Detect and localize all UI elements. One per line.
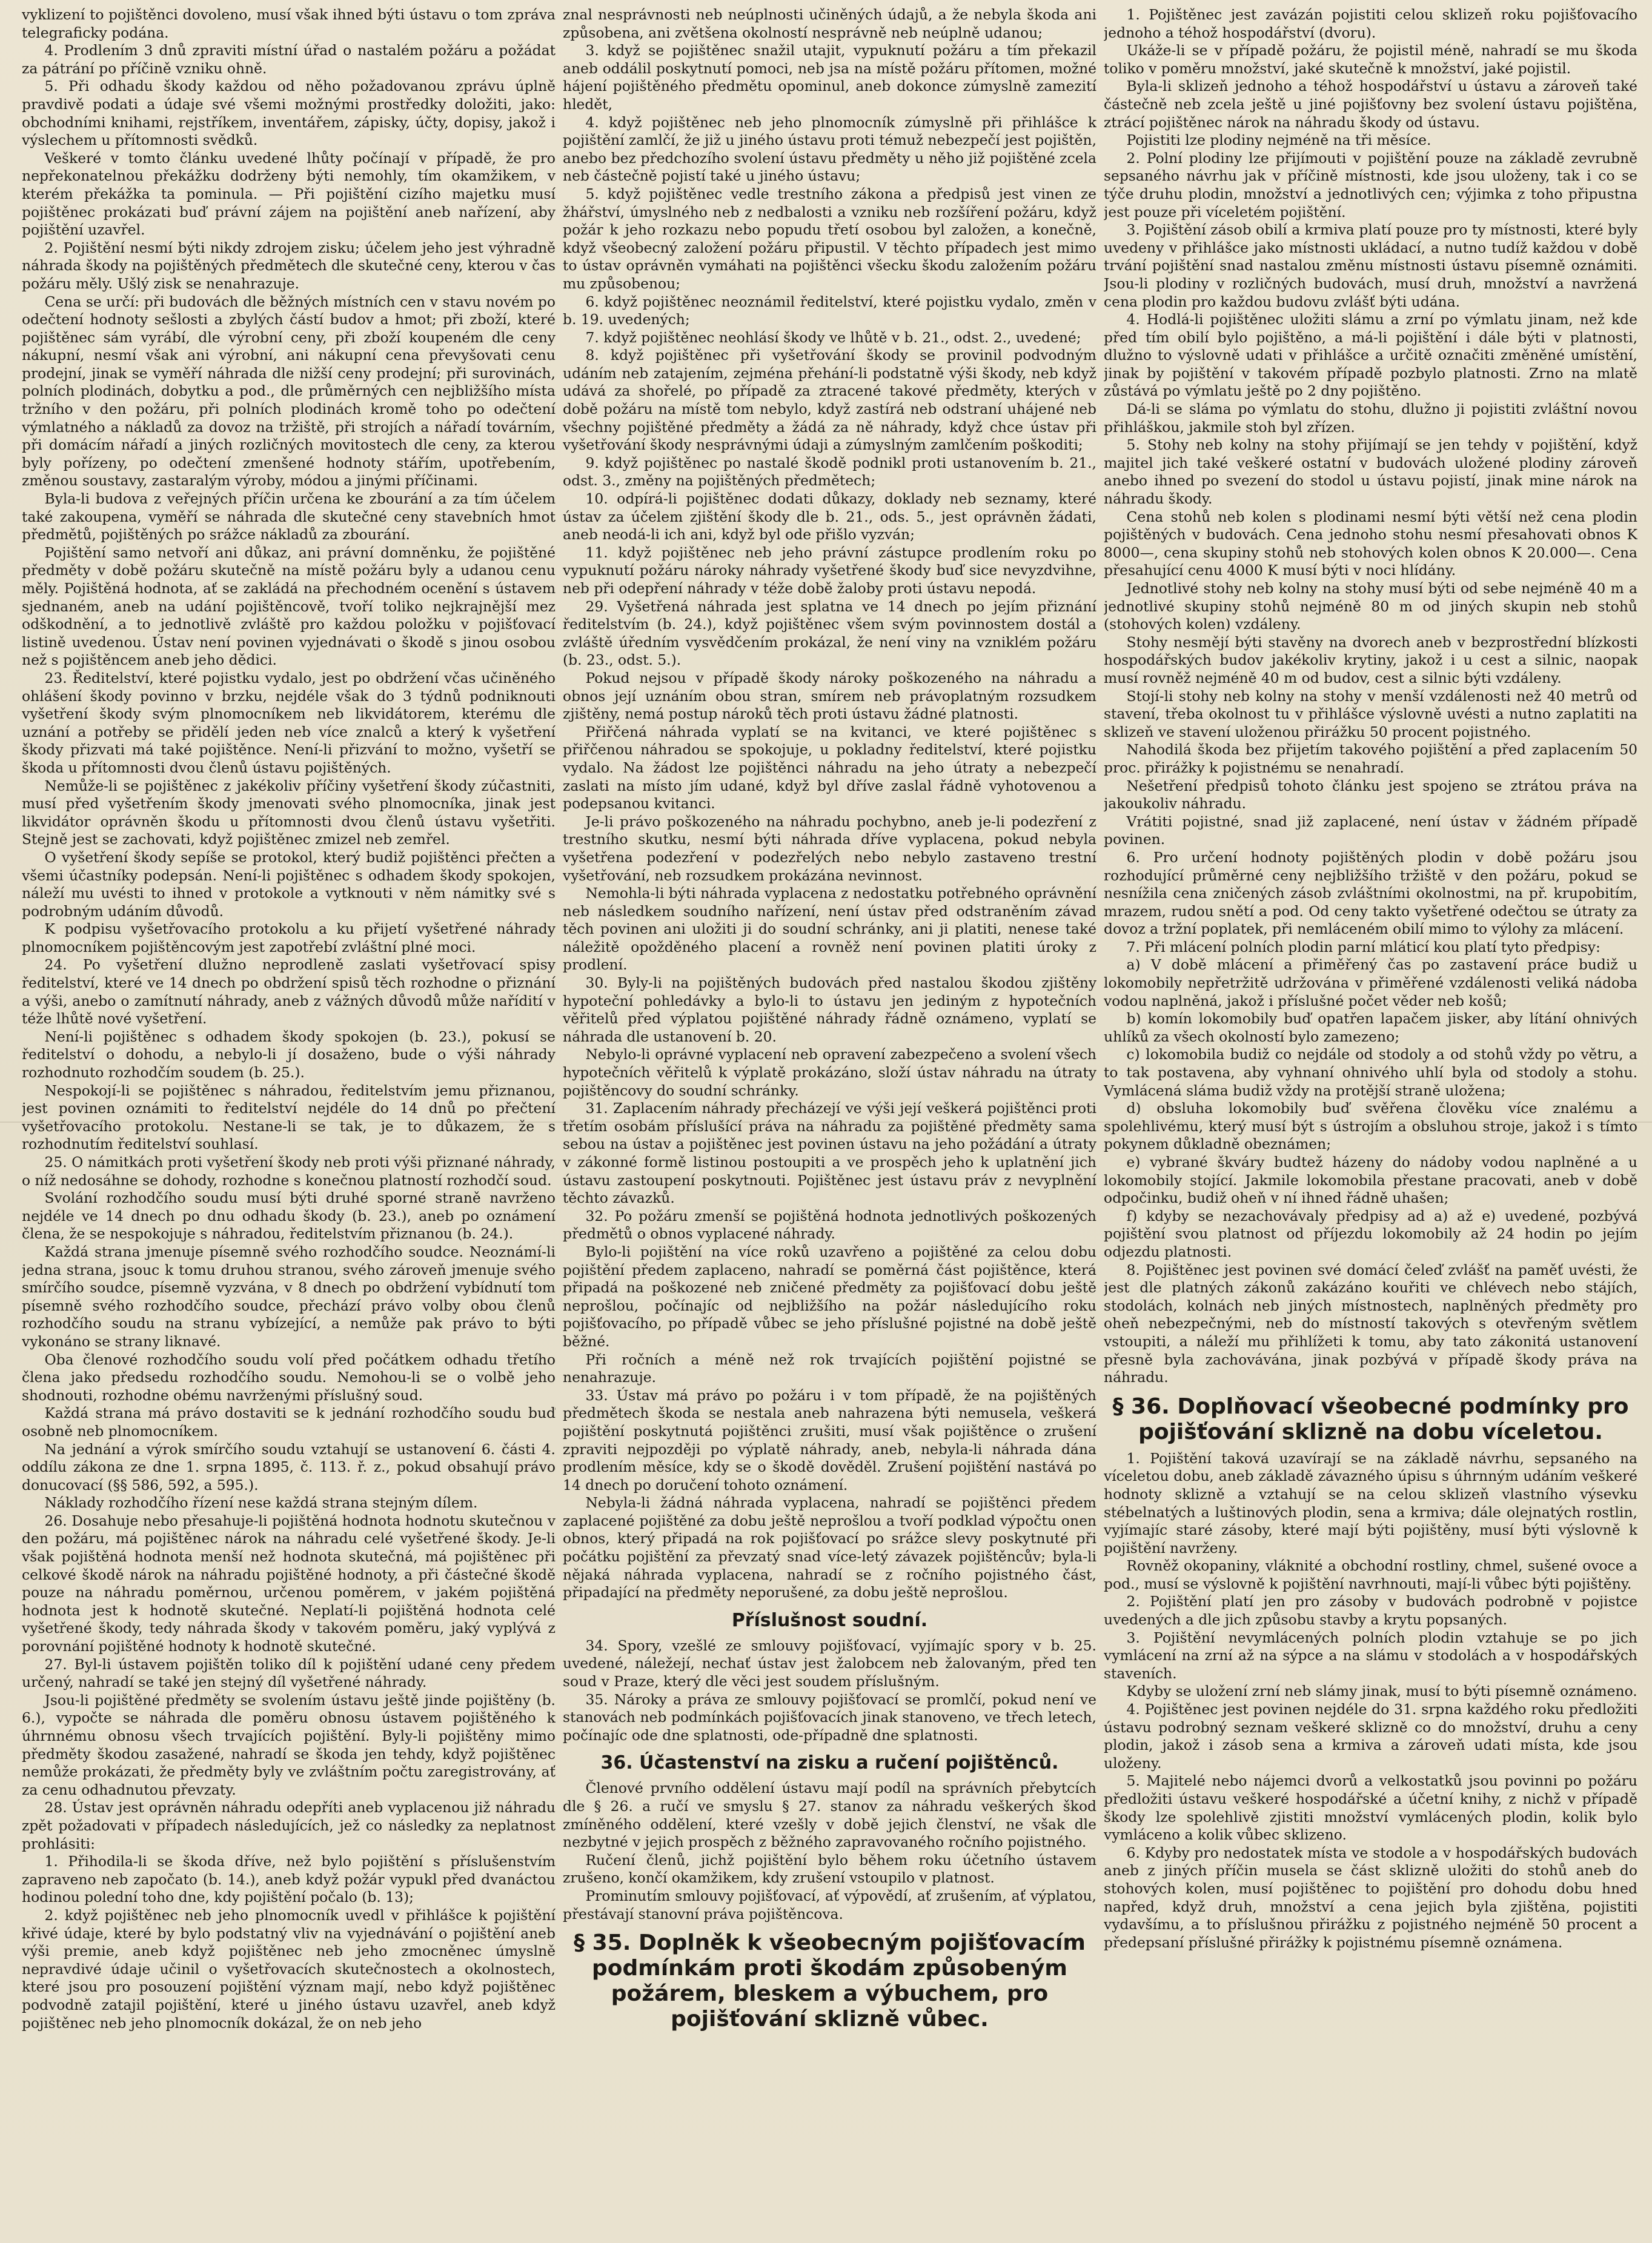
- paragraph: e) vybrané škváry budtež házeny do nádoby vodou naplněné a u lokomobily stojící. Jakmile lokomobila přestane pracovati, aneb v době odpočinku, budiž oheň v ní ihned řádně uhašen;: [1104, 1154, 1637, 1207]
- paragraph: b) komín lokomobily buď opatřen lapačem jisker, aby lítání ohnivých uhlíků za všech okolností bylo zamezeno;: [1104, 1010, 1637, 1045]
- paragraph: Pokud nejsou v případě škody nároky poškozeného na náhradu a obnos její uznáním obou stran, smírem neb právoplatným rozsudkem zjištěny, nemá postup nároků těch proti ústavu žádné platnosti.: [563, 669, 1096, 723]
- paragraph: 33. Ústav má právo po požáru i v tom případě, že na pojištěných předmětech škoda se nestala aneb nahrazena býti nemusela, veškerá pojištění poskytnutá pojištěnci zrušiti, musí však pojištěnce o zrušení zpraviti nejpozději po výplatě náhrady, aneb, nebyla-li náhrada dána prodlením měsíce, kdy se o škodě dověděl. Zrušení pojištění nastává po 14 dnech po doručení tohoto oznámení.: [563, 1386, 1096, 1494]
- paragraph: 6. Pro určení hodnoty pojištěných plodin v době požáru jsou rozhodující průměrné ceny nejbližšího tržiště v den požáru, pokud se nesnížila cena zničených zásob zvláštními okolnostmi, na př. krupobitím, mrazem, rudou snětí a pod. Od ceny takto vyšetřené odečtou se útraty za dovoz a tržní poplatek, při nemláceném obilí mimo to výlohy za mlácení.: [1104, 848, 1637, 938]
- paragraph: 35. Nároky a práva ze smlouvy pojišťovací se promlčí, pokud není ve stanovách neb podmínkách pojišťovacích jinak stanoveno, ve třech letech, počínajíc ode dne splatnosti, ode-případně dne splatnosti.: [563, 1690, 1096, 1744]
- paragraph: 7. Při mlácení polních plodin parní mláticí kou platí tyto předpisy:: [1126, 938, 1601, 955]
- paragraph: Nemohla-li býti náhrada vyplacena z nedostatku potřebného oprávnění neb následkem soudního nařízení, není ústav před odstraněním závad těch povinen ani uložiti ji do soudní schránky, ani ji platiti, nenese také náležitě opožděného placení a rovněž není povinen platiti úroky z prodlení.: [563, 885, 1096, 974]
- paragraph: 34. Spory, vzešlé ze smlouvy pojišťovací, vyjímajíc spory v b. 25. uvedené, náležejí, nechať ústav jest žalobcem neb žalovaným, před ten soud v Praze, který dle věci jest soudem příslušným.: [563, 1637, 1096, 1690]
- paragraph: 4. Prodlením 3 dnů zpraviti místní úřad o nastalém požáru a požádat za pátrání po příčině vzniku ohně.: [22, 42, 556, 77]
- paragraph: Cena se určí: při budovách dle běžných místních cen v stavu novém po odečtení hodnoty sešlosti a zbylých částí budov a hmot; při zboží, které pojištěnec sám vyrábí, dle výrobní ceny, při zboží koupeném dle ceny nákupní, nesmí však ani výrobní, ani nákupní cena převyšovati cenu prodejní, jinak se vyměří náhrada dle nižší ceny prodejní; při surovinách, polních plodinách, dobytku a pod., dle průměrných cen nejbližšího místa tržního v den požáru, při polních plodinách kromě toho po odečtení výmlatného a nákladů za dovoz na tržiště, při strojích a nářadí továrním, při domácím nářadí a jiných rozličných movitostech dle ceny, za kterou byly pořízeny, po odečtení zmenšené hodnoty stářím, upotřebením, změnou soustavy, zastaralým výroby, módou a jinými příčinami.: [22, 293, 556, 490]
- paragraph: 11. když pojištěnec neb jeho právní zástupce prodlením roku po vypuknutí požáru nároky náhrady vyšetřené škody buď sice nevyzdvihne, neb při odepření náhrady v téže době žaloby proti ústavu nepodá.: [563, 543, 1096, 597]
- paragraph: Veškeré v tomto článku uvedené lhůty počínají v případě, že pro nepřekonatelnou překážku dodrženy býti nemohly, tím okamžikem, v kterém překážka ta pominula. — Při pojištění cizího majetku musí pojištěnec prokázati buď právní zájem na pojištění aneb nařízení, aby pojištění uzavřel.: [22, 149, 556, 239]
- paragraph: 29. Vyšetřená náhrada jest splatna ve 14 dnech po jejím přiznání ředitelstvím (b. 24.), když pojištěnec všem svým povinnostem dostál a zvláště úředním vysvědčením prokázal, že není viny na vzniklém požáru (b. 23., odst. 5.).: [563, 597, 1096, 669]
- paragraph: 28. Ústav jest oprávněn náhradu odepříti aneb vyplacenou již náhradu zpět požadovati v případech následujících, jež co následky za neplatnost prohlásiti:: [22, 1799, 556, 1852]
- paragraph: vyklizení to pojištěnci dovoleno, musí však ihned býti ústavu o tom zpráva telegraficky podána.: [22, 6, 556, 41]
- paragraph: 5. když pojištěnec vedle trestního zákona a předpisů jest vinen ze žhářství, úmyslného neb z nedbalosti a vzniku neb rozšíření požáru, když požár k jeho rozkazu nebo popudu třetí osobou byl založen, a konečně, když všeobecný založení požáru připustil. V těchto případech jest mimo to ústav oprávněn vymáhati na pojištěnci všecku škodu založením požáru mu způsobenou;: [563, 185, 1096, 292]
- paragraph: Nebylo-li oprávné vyplacení neb opravení zabezpečeno a svolení všech hypotečních věřitelů k výplatě prokázáno, složí ústav náhradu na útraty pojištěncovy do soudní schránky.: [563, 1046, 1096, 1099]
- paragraph: 1. Pojištění taková uzavírají se na základě návrhu, sepsaného na víceletou dobu, aneb základě závazného úpisu s úhrnným udáním veškeré hodnoty sklizně a vztahují se na celou sklizeň vlastního výsevku stébelnatých a luštinových plodin, sena a krmiva; dále olejnatých rostlin, vyjímajíc staré zásoby, které mají býti pojištěny, musí býti výslovně k pojištění navrženy.: [1104, 1449, 1637, 1557]
- paragraph: Každá strana má právo dostaviti se k jednání rozhodčího soudu buď osobně neb plnomocníkem.: [22, 1404, 556, 1440]
- paragraph: 23. Ředitelství, které pojistku vydalo, jest po obdržení včas učiněného ohlášení škody povinno v brzku, nejdéle však do 3 týdnů podniknouti vyšetření škody svým plnomocníkem neb likvidátorem, kterému dle uznání a potřeby se přidělí jeden neb více znalců a který k vyšetření škody přizvati má také pojištěnce. Není-li přizvání to možno, vyšetří se škoda u přítomnosti dvou členů ústavu pojištěných.: [22, 669, 556, 776]
- section-heading: Příslušnost soudní.: [731, 1609, 928, 1631]
- paragraph: 3. když se pojištěnec snažil utajit, vypuknutí požáru a tím překazil aneb oddálil poskytnutí pomoci, neb jsa na místě požáru přítomen, možné hájení pojištěného předmětu opominul, aneb dokonce zúmyslně zamezití hledět,: [563, 42, 1096, 113]
- paragraph: 24. Po vyšetření dlužno neprodleně zaslati vyšetřovací spisy ředitelství, které ve 14 dnech po obdržení spisů těch rozhodne o přiznání a výši, anebo o zamítnutí náhrady, aneb z vážných důvodů může nařídití v téže lhůtě nové vyšetření.: [22, 956, 556, 1028]
- paragraph: 10. odpírá-li pojištěnec dodati důkazy, doklady neb seznamy, které ústav za účelem zjištění škody dle b. 21., ods. 5., jest oprávněn žádati, aneb neodá-li ich ani, když byl ode přišlo vyzván;: [563, 490, 1096, 543]
- column-1: [22, 6, 556, 2224]
- paragraph: Rovněž okopaniny, vláknité a obchodní rostliny, chmel, sušené ovoce a pod., musí se výslovně k pojištění navrhnouti, mají-li vůbec býti pojištěny.: [1104, 1557, 1637, 1592]
- paragraph: Pojistiti lze plodiny nejméně na tři měsíce.: [1126, 131, 1431, 149]
- section-heading: § 36. Doplňovací všeobecné podmínky pro pojišťování sklizně na dobu víceletou.: [1112, 1394, 1629, 1444]
- paragraph: 25. O námitkách proti vyšetření škody neb proti výši přiznané náhrady, o níž nedosáhne se dohody, rozhodne s konečnou platností rozhodčí soud.: [22, 1154, 556, 1189]
- paragraph: 9. když pojištěnec po nastalé škodě podnikl proti ustanovením b. 21., odst. 3., změny na pojištěných předmětech;: [563, 454, 1096, 490]
- paragraph: d) obsluha lokomobily buď svěřena člověku více znalému a spolehlivému, který musí být s ústrojím a obsluhou stroje, jakož i s tímto pokynem důkladně obeznámen;: [1104, 1100, 1637, 1153]
- paragraph: Je-li právo poškozeného na náhradu pochybno, aneb je-li podezření z trestního skutku, nesmí býti náhrada dříve vyplacena, pokud nebyla vyšetřena podezření v podezřelých nebo nebylo zastaveno trestní vyšetřování, neb rozsudkem prokázána nevinnost.: [563, 812, 1096, 884]
- paragraph: 5. Majitelé nebo nájemci dvorů a velkostatků jsou povinni po požáru předložiti ústavu veškeré hospodářské a účetní knihy, z nichž v případě škody lze spolehlivě zjistiti množství vymlácených plodin, kolik bylo vymláceno a kolik vůbec sklizeno.: [1104, 1772, 1637, 1844]
- paragraph: 2. když pojištěnec neb jeho plnomocník uvedl v přihlášce k pojištění křivé údaje, které by bylo podstatný vliv na vyjednávání o pojištění aneb výši premie, aneb když pojištěnec neb jeho zmocněnec úmyslně nepravdivé údaje učinil o vyšetřovacích skutečnostech a okolnostech, které jsou pro posouzení pojištění význam mají, nebo když pojištěnec podvodně zatajil pojištění, které u jiného ústavu uzavřel, aneb když pojištěnec neb jeho plnomocník dokázal, že on neb jeho: [22, 1906, 556, 2032]
- paragraph: znal nesprávnosti neb neúplnosti učiněných údajů, a že nebyla škoda ani způsobena, ani zvětšena okolností nesprávně neb neúplně udanou;: [563, 6, 1096, 41]
- paragraph: Náklady rozhodčího řízení nese každá strana stejným dílem.: [44, 1494, 478, 1512]
- paragraph: 8. Pojištěnec jest povinen své domácí čeleď zvlášť na paměť uvésti, že jest dle platných zákonů zakázáno kouřiti ve chlévech nebo stájích, stodolách, kolnách neb jiných místnostech, naplněných předměty pro oheň nebezpečnými, neb do místností takových s otevřeným světlem vstoupiti, a náleží mu přihlížeti k tomu, aby tato zákonitá ustanovení přesně byla zachovávána, jinak pozbývá v případě škody práva na náhradu.: [1104, 1261, 1637, 1386]
- paragraph: Ručení členů, jichž pojištění bylo během roku účetního ústavem zrušeno, končí okamžikem, kdy zrušení vstoupilo v platnost.: [563, 1851, 1096, 1887]
- paragraph: Každá strana jmenuje písemně svého rozhodčího soudce. Neoznámí-li jedna strana, jsouc k tomu druhou stranou, svého zároveň jmenuje svého smírčího soudce, písemně vyzvána, v 8 dnech po obdržení vybídnutí tom písemně svého rozhodčího soudce, přechází právo volby obou členů rozhodčího soudu na stranu vybízející, a nemůže pak právo to býti vykonáno se strany liknavé.: [22, 1243, 556, 1350]
- paragraph: 1. Přihodila-li se škoda dříve, než bylo pojištění s příslušenstvím zapraveno neb započato (b. 14.), aneb když požár vypukl před dvanáctou hodinou polední toho dne, kdy pojištění počalo (b. 13);: [22, 1853, 556, 1906]
- paragraph: Oba členové rozhodčího soudu volí před počátkem odhadu třetího člena jako předsedu rozhodčího soudu. Nemohou-li se o volbě jeho shodnouti, rozhodne obému navrženými příslušný soud.: [22, 1351, 556, 1404]
- paragraph: Byla-li budova z veřejných příčin určena ke zbourání a za tím účelem také zakoupena, vyměří se náhrada dle skutečné ceny stavebních hmot předmětů, pojištěných po srážce nákladů za zbourání.: [22, 490, 556, 543]
- paragraph: Dá-li se sláma po výmlatu do stohu, dlužno ji pojistiti zvláštní novou přihláškou, jakmile stoh byl zřízen.: [1104, 400, 1637, 436]
- paragraph: a) V době mlácení a přiměřený čas po zastavení práce budiž u lokomobily nepřetržitě udržována v přiměřené vzdálenosti veliká nádoba vodou naplněná, jakož i příslušné počet věder neb košů;: [1104, 956, 1637, 1009]
- paragraph: Není-li pojištěnec s odhadem škody spokojen (b. 23.), pokusí se ředitelství o dohodu, a nebylo-li jí dosaženo, bude o výši náhrady rozhodnuto rozhodčím soudem (b. 25.).: [22, 1028, 556, 1082]
- paragraph: Prominutím smlouvy pojišťovací, ať výpovědí, ať zrušením, ať výplatou, přestávají stanovní práva pojištěncova.: [563, 1887, 1096, 1922]
- paper-fold-line: [0, 1122, 1652, 1123]
- paragraph: 32. Po požáru zmenší se pojištěná hodnota jednotlivých poškozených předmětů o obnos vyplacené náhrady.: [563, 1207, 1096, 1243]
- paragraph: c) lokomobila budiž co nejdále od stodoly a od stohů vždy po větru, a to tak postavena, aby vyhnaní ohnivého uhlí byla od stodoly a stohu. Vymlácená sláma budiž vždy na protější straně uložena;: [1104, 1046, 1637, 1099]
- paragraph: 27. Byl-li ústavem pojištěn toliko díl k pojištění udané ceny předem určený, nahradí se také jen stejný díl vyšetřené náhrady.: [22, 1655, 556, 1691]
- paragraph: Svolání rozhodčího soudu musí býti druhé sporné straně navrženo nejdéle ve 14 dnech po dnu odhadu škody (b. 23.), aneb po oznámení člena, že se nespokojuje s náhradou, ředitelstvím přiznanou (b. 24.).: [22, 1189, 556, 1243]
- paragraph: Bylo-li pojištění na více roků uzavřeno a pojištěné za celou dobu pojištění předem zaplaceno, nahradí se poměrná část pojištěnce, která připadá na poškozené neb zničené předměty za pojišťovací dobu ještě neprošlou, počínajíc od nejbližšího na požár následujícího roku pojišťovacího, po případě vůbec se jeho příslušné pojistné na době ještě běžné.: [563, 1243, 1096, 1350]
- paragraph: Nahodilá škoda bez přijetím takového pojištění a před zaplacením 50 proc. přirážky k pojistnému se nenahradí.: [1104, 741, 1637, 776]
- paragraph: 1. Pojištěnec jest zavázán pojistiti celou sklizeň roku pojišťovacího jednoho a téhož hospodářství (dvoru).: [1104, 6, 1637, 41]
- column-2: [563, 6, 1096, 2224]
- paragraph: Stohy nesmějí býti stavěny na dvorech aneb v bezprostřední blízkosti hospodářských budov jakékoliv krytiny, jakož i u cest a silnic, naopak musí rovněž nejméně 40 m od budov, cest a silnic býti vzdáleny.: [1104, 633, 1637, 686]
- paragraph: 5. Při odhadu škody každou od něho požadovanou zprávu úplně pravdivě podati a údaje své všemi možnými prostředky doložiti, jako: obchodními knihami, rejstříkem, inventářem, zápisky, účty, dopisy, jakož i výslechem u přítomnosti svědků.: [22, 78, 556, 149]
- paragraph: O vyšetření škody sepíše se protokol, který budiž pojištěnci přečten a všemi účastníky podepsán. Není-li pojištěnec s odhadem škody spokojen, náleží mu uvésti to ihned v protokole a vytknouti v něm námitky své s podrobným udáním důvodů.: [22, 848, 556, 920]
- paragraph: 6. když pojištěnec neoznámil ředitelství, které pojistku vydalo, změn v b. 19. uvedených;: [563, 293, 1096, 328]
- paragraph: 3. Pojištění nevymlácených polních plodin vztahuje se po jich vymlácení na zrní až na sýpce a na slámu v stodolách a v hospodářských staveních.: [1104, 1629, 1637, 1682]
- paragraph: 4. když pojištěnec neb jeho plnomocník zúmyslně při přihlášce k pojištění zamlčí, že již u jiného ústavu proti témuž nebezpečí jest pojištěn, anebo bez předchozího svolení ústavu předměty u něho již pojištěné zcela neb částečně pojistí také u jiného ústavu;: [563, 113, 1096, 185]
- paragraph: 4. Pojištěnec jest povinen nejdéle do 31. srpna každého roku předložiti ústavu podrobný seznam veškeré sklizně co do množství, druhu a ceny plodin, jakož i zásob sena a krmiva a zároveň udati místa, kde jsou uloženy.: [1104, 1701, 1637, 1772]
- paragraph: 3. Pojištění zásob obilí a krmiva platí pouze pro ty místnosti, které byly uvedeny v přihlášce jako místnosti ukládací, a nutno tudíž každou v době trvání pojištění snad nastalou změnu místnosti ústavu písemně oznámiti. Jsou-li plodiny v rozličných budovách, musí druh, množství a navržená cena plodin pro každou budovu zvlášť býti udána.: [1104, 221, 1637, 310]
- paragraph: 2. Polní plodiny lze přijímouti v pojištění pouze na základě zevrubně sepsaného návrhu jak v příčině místnosti, kde jsou uloženy, tak i co se týče druhu plodin, množství a jednotlivých cen; výjimka z toho připustna jest pouze při víceletém pojištění.: [1104, 149, 1637, 221]
- paragraph: Pojištění samo netvoří ani důkaz, ani právní domněnku, že pojištěné předměty v době požáru skutečně na místě požáru byly a udanou cenu měly. Pojištěná hodnota, ať se zakládá na přechodném ocenění s ústavem sjednaném, aneb na udání pojištěncově, tvoří toliko nejkrajnější mez odškodnění, a to jednotlivě zvláště pro každou položku v pojišťovací listině uvedenou. Ústav není povinen vyjednávati o škodě s jinou osobou než s pojištěncem aneb jeho dědici.: [22, 543, 556, 669]
- text-columns: [22, 6, 1637, 2224]
- paragraph: Nemůže-li se pojištěnec z jakékoliv příčiny vyšetření škody zúčastniti, musí před vyšetřením škody jmenovati svého plnomocníka, jinak jest likvidátor oprávněn škodu u přítomnosti dvou členů ústavu vyšetřiti. Stejně jest se zachovati, když pojištěnec zmizel neb zemřel.: [22, 777, 556, 848]
- section-heading: § 35. Doplněk k všeobecným pojišťovacím podmínkám proti škodám způsobeným požárem, bleskem a výbuchem, pro pojišťování sklizně vůbec.: [574, 1930, 1086, 2032]
- paragraph: 31. Zaplacením náhrady přecházejí ve výši její veškerá pojištěnci proti třetím osobám příslušící práva na náhradu za pojištěné předměty sama sebou na ústav a pojištěnec jest povinen ústavu na jeho požádání a útraty v zákonné formě listinou postoupiti a ve prospěch jeho k uplatnění jich ústavu zastoupení poskytnouti. Pojištěnec jest ústavu práv z nevyplnění těchto závazků.: [563, 1100, 1096, 1207]
- column-3: [1104, 6, 1637, 2224]
- paragraph: Byla-li sklizeň jednoho a téhož hospodářství u ústavu a zároveň také částečně neb zcela ještě u jiné pojišťovny bez svolení ústavu pojištěna, ztrácí pojištěnec nárok na náhradu škody od ústavu.: [1104, 78, 1637, 131]
- paragraph: 5. Stohy neb kolny na stohy přijímají se jen tehdy v pojištění, když majitel jich také veškeré ostatní v budovách uložené plodiny zároveň anebo ihned po svezení do stodol u ústavu pojistí, jinak mine nárok na náhradu škody.: [1104, 436, 1637, 508]
- paragraph: Při ročních a méně než rok trvajících pojištění pojistné se nenahrazuje.: [563, 1351, 1096, 1386]
- paragraph: Cena stohů neb kolen s plodinami nesmí býti větší než cena plodin pojištěných v budovách. Cena jednoho stohu nesmí přesahovati obnos K 8000—, cena skupiny stohů neb stohových kolen obnos K 20.000—. Cena přesahující cenu 4000 K musí býti v noci hlídány.: [1104, 508, 1637, 579]
- paragraph: 7. když pojištěnec neohlásí škody ve lhůtě v b. 21., odst. 2., uvedené;: [585, 328, 1081, 346]
- paragraph: 8. když pojištěnec při vyšetřování škody se provinil podvodným udáním neb zatajením, zejména přehání-li podstatně výši škody, neb když udává za shořelé, po případě za ztracené takové předměty, kterých v době požáru na místě tom nebylo, když zastírá neb odstraní uhájené neb všechny pojištěné předměty a žádá za ně náhrady, když chce ústav při vyšetřování škody nesprávnými údaji a zúmyslným zamlčením poškoditi;: [563, 347, 1096, 454]
- paragraph: Stojí-li stohy neb kolny na stohy v menší vzdálenosti než 40 metrů od stavení, třeba okolnost tu v přihlášce výslovně uvésti a nutno zaplatiti na sklizeň ve stavení uloženou přirážku 50 procent pojistného.: [1104, 687, 1637, 740]
- section-heading: 36. Účastenství na zisku a ručení pojištěnců.: [600, 1752, 1059, 1774]
- paragraph: Členové prvního oddělení ústavu mají podíl na správních přebytcích dle § 26. a ručí ve smyslu § 27. stanov za náhradu veškerých škod zmíněného oddělení, které vzešly v době jejich členství, ne však dle nezbytné v jejich prospěch z běžného zapravovaného ročního pojistného.: [563, 1779, 1096, 1851]
- paragraph: Nešetření předpisů tohoto článku jest spojeno se ztrátou práva na jakoukoliv náhradu.: [1104, 777, 1637, 812]
- paragraph: Jednotlivé stohy neb kolny na stohy musí býti od sebe nejméně 40 m a jednotlivé skupiny stohů nejméně 80 m od jiných skupin neb stohů (stohových kolen) vzdáleny.: [1104, 580, 1637, 633]
- paragraph: Na jednání a výrok smírčího soudu vztahují se ustanovení 6. části 4. oddílu zákona ze dne 1. srpna 1895, č. 113. ř. z., pokud obsahují právo donucovací (§§ 586, 592, a 595.).: [22, 1440, 556, 1494]
- paragraph: f) kdyby se nezachovávaly předpisy ad a) až e) uvedené, pozbývá pojištění svou platnost od příjezdu lokomobily až 24 hodin po jejím odjezdu platnosti.: [1104, 1207, 1637, 1260]
- paragraph: Ukáže-li se v případě požáru, že pojistil méně, nahradí se mu škoda toliko v poměru množství, jaké skutečně k množství, jaké pojistil.: [1104, 42, 1637, 77]
- paragraph: 2. Pojištění nesmí býti nikdy zdrojem zisku; účelem jeho jest výhradně náhrada škody na pojištěných předmětech dle skutečné ceny, kterou v čas požáru měly. Ušlý zisk se nenahrazuje.: [22, 239, 556, 292]
- paragraph: K podpisu vyšetřovacího protokolu a ku přijetí vyšetřené náhrady plnomocníkem pojištěncovým jest zapotřebí zvláštní plné moci.: [22, 920, 556, 955]
- paragraph: Přiřčená náhrada vyplatí se na kvitanci, ve které pojištěnec s přiřčenou náhradou se spokojuje, u pokladny ředitelství, které pojistku vydalo. Na žádost lze pojištěnci náhradu na jeho útraty a nebezpečí zaslati na místo jím udané, když byl dříve zaslal řádně vyhotovenou a podepsanou kvitanci.: [563, 723, 1096, 812]
- paragraph: 6. Kdyby pro nedostatek místa ve stodole a v hospodářských budovách aneb z jiných příčin musela se část sklizně uložiti do stohů aneb do stohových kolen, musí pojištěnec to pojištění pro dohodu dobu hned napřed, když druh, množství a cena jejich byla zjištěna, pojistiti vydavšímu, a to příslušnou přirážku z pojistného nejméně 50 procent a předepsaní příslušné přirážky k pojistnému písemně oznámena.: [1104, 1844, 1637, 1951]
- paragraph: 2. Pojištění platí jen pro zásoby v budovách podrobně v pojistce uvedených a dle jich způsobu stavby a krytu popsaných.: [1104, 1593, 1637, 1629]
- paragraph: 26. Dosahuje nebo přesahuje-li pojištěná hodnota hodnotu skutečnou v den požáru, má pojištěnec nárok na náhradu celé vyšetřené škody. Je-li však pojištěná hodnota menší než hodnota skutečná, má pojištěnec při celkové škodě nárok na náhradu pojištěné hodnoty, a při částečné škodě pouze na náhradu poměrnou, určenou poměrem, v jakém pojištěná hodnota jest k hodnotě skutečné. Neplatí-li pojištěná hodnota celé vyšetřené škody, tedy náhrada škody v takovém poměru, jaký vyplývá z porovnání pojištěné hodnoty k hodnotě skutečné.: [22, 1512, 556, 1655]
- paragraph: Nebyla-li žádná náhrada vyplacena, nahradí se pojištěnci předem zaplacené pojištěné za dobu ještě neprošlou a tvoří podklad výpočtu onen obnos, který připadá na rok pojišťovací po srážce slevy poskytnuté při počátku pojištění za převzatý snad více-letý závazek pojištěncův; byla-li nějaká náhrada vyplacena, nahradí se z ročního pojistného část, připadající na předměty neporušené, za dobu ještě neprošlou.: [563, 1494, 1096, 1601]
- paragraph: Vrátiti pojistné, snad již zaplacené, není ústav v žádném případě povinen.: [1104, 812, 1637, 848]
- paragraph: Jsou-li pojištěné předměty se svolením ústavu ještě jinde pojištěny (b. 6.), vypočte se náhrada dle poměru obnosu ústavem pojištěného k úhrnnému obnosu všech trvajících pojištění. Byly-li pojištěny mimo předměty škodou zasažené, nahradí se škoda jen tehdy, když pojištěnec nemůže prokázati, že předměty byly ve zvláštním počtu zaregistrovány, ať za cenu odhadnutou převzaty.: [22, 1691, 556, 1798]
- paragraph: 4. Hodlá-li pojištěnec uložiti slámu a zrní po výmlatu jinam, než kde před tím obilí bylo pojištěno, a má-li pojištění i dále býti v platnosti, dlužno to výslovně udati v přihlášce a určitě označiti změněné umístění, jinak by pojištění v takovém případě pozbylo platnosti. Zrno na mlatě zůstává po výmlatu ještě po 2 dny pojištěno.: [1104, 311, 1637, 400]
- paragraph: Kdyby se uložení zrní neb slámy jinak, musí to býti písemně oznámeno.: [1126, 1683, 1637, 1700]
- paragraph: 30. Byly-li na pojištěných budovách před nastalou škodou zjištěny hypoteční pohledávky a bylo-li to ústavu jen jediným z hypotečních věřitelů před výplatou pojištěné náhrady řádně oznámeno, vyplatí se náhrada dle ustanovení b. 20.: [563, 974, 1096, 1045]
- paragraph: Nespokojí-li se pojištěnec s náhradou, ředitelstvím jemu přiznanou, jest povinen oznámiti to ředitelství nejdéle do 14 dnů po přečtení vyšetřovacího protokolu. Nestane-li se tak, je to důkazem, že s rozhodnutím ředitelství souhlasí.: [22, 1082, 556, 1153]
